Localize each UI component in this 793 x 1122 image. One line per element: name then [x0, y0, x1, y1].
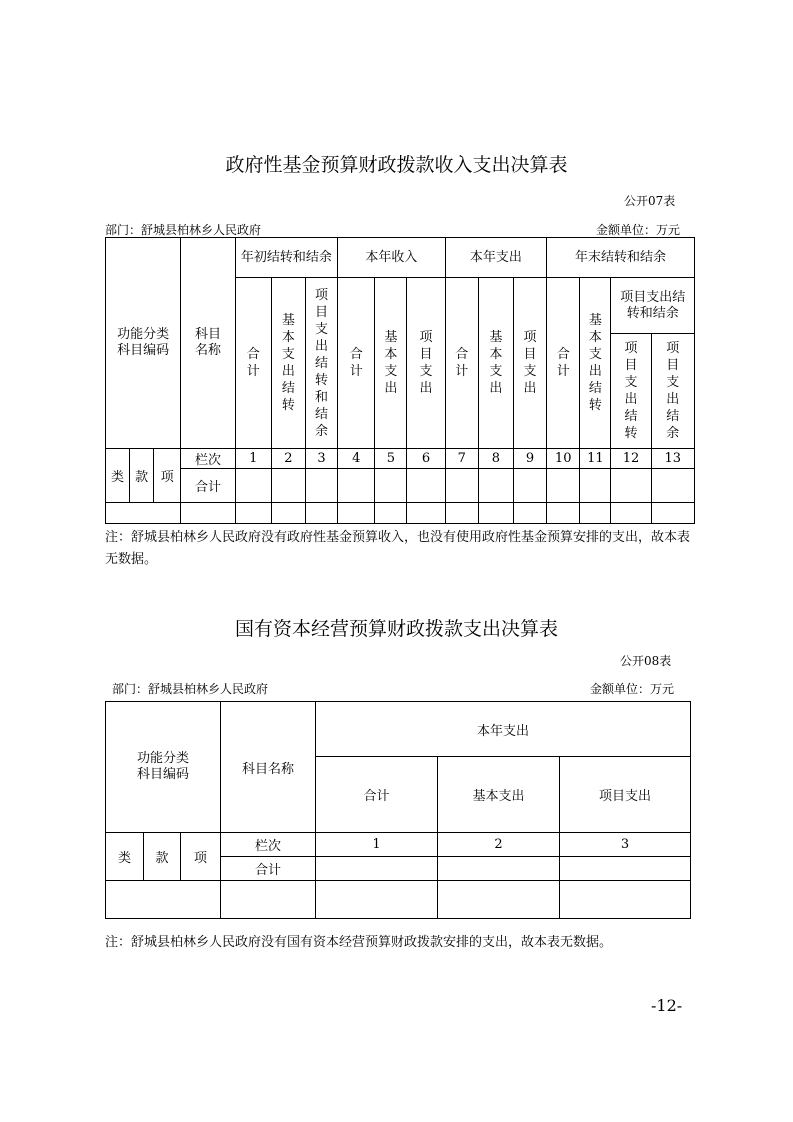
col-number-9: 9	[513, 449, 546, 469]
table1-title: 政府性基金预算财政拨款收入支出决算表	[225, 154, 568, 176]
heji-label: 合计	[181, 469, 235, 503]
table1-number: 公开07表	[624, 194, 676, 208]
col-number-4: 4	[338, 449, 375, 469]
xiang-label: 项	[154, 449, 181, 503]
begin-balance-header: 年初结转和结余	[235, 238, 337, 278]
current-expense-header: 本年支出	[445, 238, 546, 278]
table2-number: 公开08表	[620, 654, 672, 668]
table2-col-number-1: 1	[316, 833, 438, 857]
table2-grid	[105, 701, 691, 919]
income-project-header: 项目支出	[407, 278, 445, 449]
income-basic-header: 基本支出	[375, 278, 407, 449]
table2-kuan-label: 款	[144, 833, 181, 881]
current-income-header: 本年收入	[338, 238, 446, 278]
begin-project-carry-header: 项目支出结转和结余	[305, 278, 337, 449]
col-number-2: 2	[271, 449, 305, 469]
end-basic-carry-header: 基本支出结转	[580, 278, 611, 449]
table2-lanci-label: 栏次	[221, 833, 316, 857]
end-project-balance-header: 项目支出结余	[651, 334, 694, 449]
expense-total-header: 合计	[445, 278, 478, 449]
table2-department: 部门：舒城县柏林乡人民政府	[112, 682, 269, 696]
table2-lei-label: 类	[106, 833, 144, 881]
table2-col-number-3: 3	[560, 833, 691, 857]
col-number-13: 13	[651, 449, 694, 469]
kuan-label: 款	[130, 449, 154, 503]
col-number-10: 10	[547, 449, 580, 469]
table2-basic-header: 基本支出	[438, 757, 560, 833]
table2-current-expense-header: 本年支出	[316, 702, 691, 757]
begin-total-header: 合计	[235, 278, 271, 449]
table2-total-header: 合计	[316, 757, 438, 833]
subject-name-header: 科目名称	[181, 238, 235, 449]
end-total-header: 合计	[547, 278, 580, 449]
table2-project-header: 项目支出	[560, 757, 691, 833]
table2-col-number-2: 2	[438, 833, 560, 857]
table2-note: 注：舒城县柏林乡人民政府没有国有资本经营预算财政拨款安排的支出，故本表无数据。	[105, 935, 613, 950]
end-balance-header: 年末结转和结余	[547, 238, 695, 278]
table2-function-code-header: 功能分类 科目编码	[106, 702, 221, 833]
page-number: -12-	[651, 996, 683, 1015]
col-number-3: 3	[305, 449, 337, 469]
table2-empty-row	[106, 881, 691, 919]
col-number-7: 7	[445, 449, 478, 469]
expense-basic-header: 基本支出	[478, 278, 513, 449]
col-number-6: 6	[407, 449, 445, 469]
col-number-1: 1	[235, 449, 271, 469]
table2-xiang-label: 项	[181, 833, 221, 881]
table1-empty-row	[106, 503, 695, 524]
lei-label: 类	[106, 449, 130, 503]
table2-subject-name-header: 科目名称	[221, 702, 316, 833]
table2-title: 国有资本经营预算财政拨款支出决算表	[234, 618, 558, 640]
lanci-label: 栏次	[181, 449, 235, 469]
begin-basic-carry-header: 基本支出结转	[271, 278, 305, 449]
col-number-8: 8	[478, 449, 513, 469]
table2-heji-label: 合计	[221, 857, 316, 881]
expense-project-header: 项目支出	[513, 278, 546, 449]
col-number-5: 5	[375, 449, 407, 469]
table1-unit: 金额单位：万元	[596, 223, 681, 237]
income-total-header: 合计	[338, 278, 375, 449]
table1-department: 部门：舒城县柏林乡人民政府	[105, 223, 262, 237]
function-code-header: 功能分类科目编码	[106, 238, 181, 449]
col-number-12: 12	[611, 449, 651, 469]
end-project-carry-header: 项目支出结转	[611, 334, 651, 449]
col-number-11: 11	[580, 449, 611, 469]
table1-grid	[105, 237, 695, 524]
table2-unit: 金额单位：万元	[590, 682, 675, 696]
end-project-carry-balance-header: 项目支出结转和结余	[611, 278, 695, 334]
table1-note: 注：舒城县柏林乡人民政府没有政府性基金预算收入，也没有使用政府性基金预算安排的支出，故本表无数据。	[105, 530, 691, 567]
